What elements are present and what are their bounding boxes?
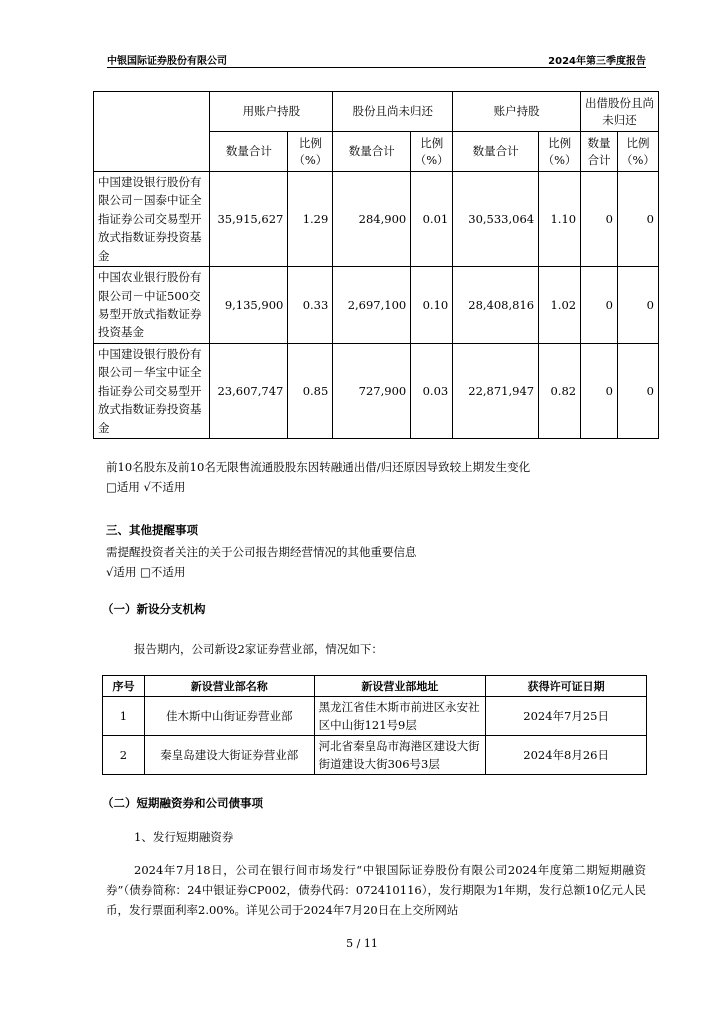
fund-name: 中国建设银行股份有限公司－华宝中证全指证券公司交易型开放式指数证券投资基金 (94, 344, 210, 439)
column-header: 序号 (103, 676, 145, 697)
note-applicability: □适用 √不适用 (106, 480, 186, 494)
cell-value: 0.03 (411, 344, 453, 439)
group-header: 用账户持股 (210, 92, 333, 132)
column-header: 新设营业部地址 (314, 676, 486, 697)
sub-header: 数量合计 (581, 132, 618, 172)
header-company: 中银国际证券股份有限公司 (107, 56, 227, 67)
sub-header: 比例（%） (539, 132, 581, 172)
cell-value: 1.29 (288, 172, 333, 267)
note-lending-change: 前10名股东及前10名无限售流通股股东因转融通出借/归还原因导致较上期发生变化 (106, 460, 531, 474)
shareholder-lending-table (93, 91, 659, 439)
body-paragraph: 2024年7月18日，公司在银行间市场发行“中银国际证券股份有限公司2024年度第二期短期融资券”（债券简称：24中银证券CP002，债券代码：072410116），发行期限为1年期，发行总额10亿元人民币，发行票面利率2.00%。详见公司于2024年7月20日在上交所网站 (106, 863, 646, 917)
subsection-title: （二）短期融资券和公司债事项 (102, 796, 263, 810)
sub-header: 数量合计 (333, 132, 411, 172)
cell-value: 0 (617, 172, 658, 267)
header-divider (107, 67, 646, 68)
cell-value: 22,871,947 (453, 344, 539, 439)
cell-value: 0 (581, 267, 618, 344)
branch-address: 黑龙江省佳木斯市前进区永安社区中山街121号9层 (314, 697, 486, 736)
cell-value: 1.02 (539, 267, 581, 344)
table-row (94, 344, 659, 439)
sub-header: 比例（%） (411, 132, 453, 172)
section-title: 三、其他提醒事项 (106, 523, 198, 537)
branch-name: 秦皇岛建设大街证券营业部 (144, 736, 314, 775)
license-date: 2024年7月25日 (486, 697, 647, 736)
sub-header: 比例（%） (288, 132, 333, 172)
row-number: 2 (103, 736, 145, 775)
page-number: 5 / 11 (346, 937, 378, 950)
cell-value: 0 (617, 267, 658, 344)
table-row (103, 736, 647, 775)
section-applicability: √适用 □不适用 (106, 565, 186, 579)
cell-value: 727,900 (333, 344, 411, 439)
cell-value: 35,915,627 (210, 172, 288, 267)
sub-header: 比例（%） (617, 132, 658, 172)
table-row (103, 697, 647, 736)
cell-value: 0 (581, 172, 618, 267)
cell-value: 0 (581, 344, 618, 439)
group-header: 账户持股 (453, 92, 581, 132)
branch-address: 河北省秦皇岛市海港区建设大街街道建设大街306号3层 (314, 736, 486, 775)
cell-value: 9,135,900 (210, 267, 288, 344)
fund-name: 中国农业银行股份有限公司－中证500交易型开放式指数证券投资基金 (94, 267, 210, 344)
sub-header: 数量合计 (453, 132, 539, 172)
header-report-title: 2024年第三季度报告 (548, 56, 646, 67)
column-header: 新设营业部名称 (144, 676, 314, 697)
table-row (94, 267, 659, 344)
cell-value: 0 (617, 344, 658, 439)
cell-value: 0.85 (288, 344, 333, 439)
branch-name: 佳木斯中山街证券营业部 (144, 697, 314, 736)
subsection-title: （一）新设分支机构 (102, 602, 206, 616)
sub-header: 数量合计 (210, 132, 288, 172)
cell-value: 0.10 (411, 267, 453, 344)
subsection-text: 报告期内，公司新设2家证券营业部，情况如下： (134, 642, 383, 656)
column-header: 获得许可证日期 (486, 676, 647, 697)
cell-value: 2,697,100 (333, 267, 411, 344)
cell-value: 0.33 (288, 267, 333, 344)
header-blank-cell (94, 92, 210, 172)
cell-value: 30,533,064 (453, 172, 539, 267)
cell-value: 23,607,747 (210, 344, 288, 439)
new-branches-table (102, 675, 647, 775)
cell-value: 0.82 (539, 344, 581, 439)
subsection-item: 1、发行短期融资券 (134, 830, 234, 844)
fund-name: 中国建设银行股份有限公司－国泰中证全指证券公司交易型开放式指数证券投资基金 (94, 172, 210, 267)
cell-value: 1.10 (539, 172, 581, 267)
row-number: 1 (103, 697, 145, 736)
group-header: 出借股份且尚未归还 (581, 92, 659, 132)
table-row (94, 172, 659, 267)
license-date: 2024年8月26日 (486, 736, 647, 775)
cell-value: 284,900 (333, 172, 411, 267)
cell-value: 0.01 (411, 172, 453, 267)
section-text: 需提醒投资者关注的关于公司报告期经营情况的其他重要信息 (106, 545, 417, 559)
cell-value: 28,408,816 (453, 267, 539, 344)
group-header: 股份且尚未归还 (333, 92, 453, 132)
